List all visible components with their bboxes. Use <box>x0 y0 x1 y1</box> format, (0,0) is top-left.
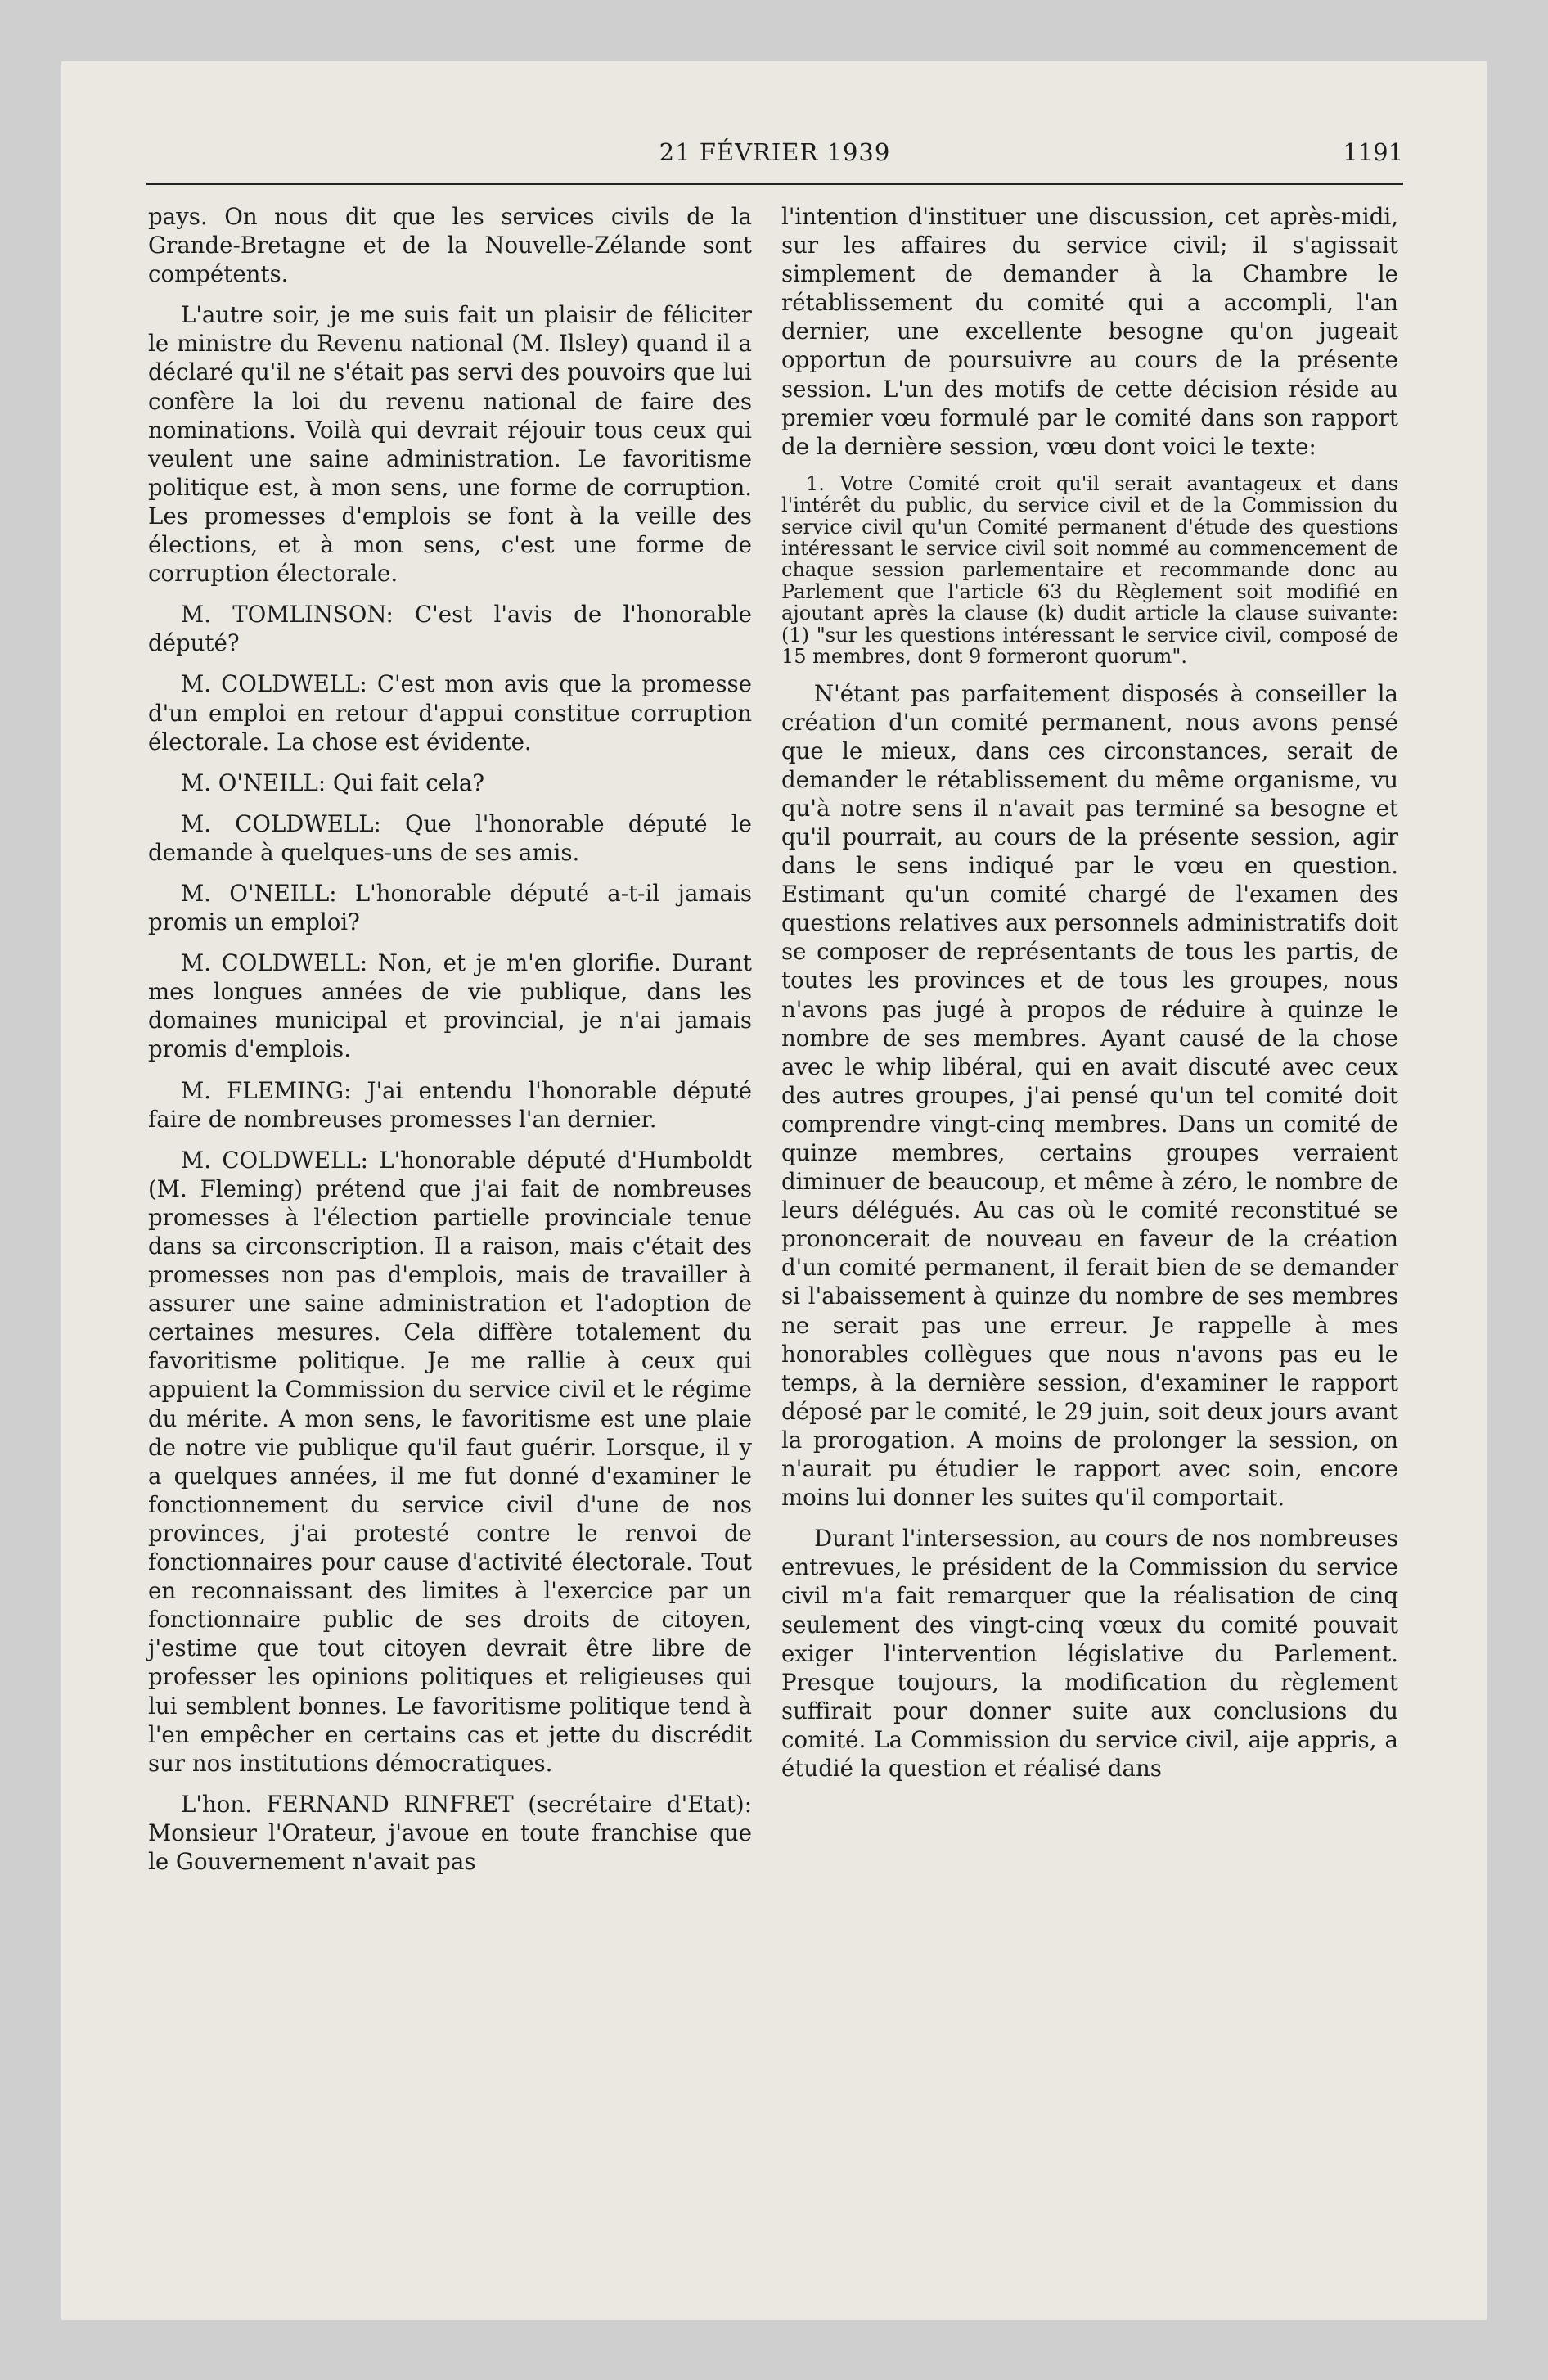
paragraph: M. COLDWELL: Non, et je m'en glorifie. Durant mes longues années de vie publique, dans les domaines municipal et provincial, je n'ai jamais promis d'emplois. <box>148 949 752 1063</box>
paragraph: pays. On nous dit que les services civils de la Grande-Bretagne et de la Nouvelle-Zélande sont compétents. <box>148 203 752 288</box>
page-number: 1191 <box>1343 138 1403 166</box>
left-column <box>148 202 752 1888</box>
paragraph: L'hon. FERNAND RINFRET (secrétaire d'Etat): Monsieur l'Orateur, j'avoue en toute franchise que le Gouvernement n'avait pas <box>148 1790 752 1875</box>
right-column <box>781 202 1398 1795</box>
committee-recommendation-quote: 1. Votre Comité croit qu'il serait avantageux et dans l'intérêt du public, du service civil et de la Commission du service civil qu'un Comité permanent d'étude des questions intéressant le service civil soit nommé au commencement de chaque session parlementaire et recommande donc au Parlement que l'article 63 du Règlement soit modifié en ajoutant après la clause (k) dudit article la clause suivante: (1) "sur les questions intéressant le service civil, composé de 15 membres, dont 9 formeront quorum". <box>781 471 1398 669</box>
paragraph: N'étant pas parfaitement disposés à conseiller la création d'un comité permanent, nous avons pensé que le mieux, dans ces circonstances, serait de demander le rétablissement du même organisme, vu qu'à notre sens il n'avait pas terminé sa besogne et qu'il pourrait, au cours de la présente session, agir dans le sens indiqué par le vœu en question. Estimant qu'un comité chargé de l'examen des questions relatives aux personnels administratifs doit se composer de représentants de tous les partis, de toutes les provinces et de tous les groupes, nous n'avons pas jugé à propos de réduire à quinze le nombre de ses membres. Ayant causé de la chose avec le whip libéral, qui en avait discuté avec ceux des autres groupes, j'ai pensé qu'un tel comité doit comprendre vingt-cinq membres. Dans un comité de quinze membres, certains groupes verraient diminuer de beaucoup, et même à zéro, le nombre de leurs délégués. Au cas où le comité reconstitué se prononcerait de nouveau en faveur de la création d'un comité permanent, il ferait bien de se demander si l'abaissement à quinze du nombre de ses membres ne serait pas une erreur. Je rappelle à mes honorables collègues que nous n'avons pas eu le temps, à la dernière session, d'examiner le rapport déposé par le comité, le 29 juin, soit deux jours avant la prorogation. A moins de prolonger la session, on n'aurait pu étudier le rapport avec soin, encore moins lui donner les suites qu'il comportait. <box>781 679 1398 1512</box>
document-page <box>61 61 1487 2320</box>
paragraph: M. O'NEILL: L'honorable député a-t-il jamais promis un emploi? <box>148 879 752 936</box>
paragraph: M. O'NEILL: Qui fait cela? <box>181 769 485 796</box>
paragraph: M. COLDWELL: L'honorable député d'Humboldt (M. Fleming) prétend que j'ai fait de nombreuses promesses à l'élection partielle provinciale tenue dans sa circonscription. Il a raison, mais c'était des promesses non pas d'emplois, mais de travailler à assurer une saine administration et l'adoption de certaines mesures. Cela diffère totalement du favoritisme politique. Je me rallie à ceux qui appuient la Commission du service civil et le régime du mérite. A mon sens, le favoritisme est une plaie de notre vie publique qu'il faut guérir. Lorsque, il y a quelques années, il me fut donné d'examiner le fonctionnement du service civil d'une de nos provinces, j'ai protesté contre le renvoi de fonctionnaires pour cause d'activité électorale. Tout en reconnaissant des limites à l'exercice par un fonctionnaire public de ses droits de citoyen, j'estime que tout citoyen devrait être libre de professer les opinions politiques et religieuses qui lui semblent bonnes. Le favoritisme politique tend à l'en empêcher en certains cas et jette du discrédit sur nos institutions démocratiques. <box>148 1146 752 1777</box>
paragraph: L'autre soir, je me suis fait un plaisir de féliciter le ministre du Revenu national (M. Ilsley) quand il a déclaré qu'il ne s'était pas servi des pouvoirs que lui confère la loi du revenu national de faire des nominations. Voilà qui devrait réjouir tous ceux qui veulent une saine administration. Le favoritisme politique est, à mon sens, une forme de corruption. Les promesses d'emplois se font à la veille des élections, et à mon sens, c'est une forme de corruption électorale. <box>148 301 752 588</box>
paragraph: M. COLDWELL: Que l'honorable député le demande à quelques-uns de ses amis. <box>148 809 752 866</box>
paragraph: M. FLEMING: J'ai entendu l'honorable député faire de nombreuses promesses l'an dernier. <box>148 1076 752 1133</box>
header-date: 21 FÉVRIER 1939 <box>659 138 891 166</box>
paragraph: M. TOMLINSON: C'est l'avis de l'honorable député? <box>148 601 752 657</box>
paragraph: Durant l'intersession, au cours de nos nombreuses entrevues, le président de la Commission du service civil m'a fait remarquer que la réalisation de cinq seulement des vingt-cinq vœux du comité pouvait exiger l'intervention législative du Parlement. Presque toujours, la modification du règlement suffirait pour donner suite aux conclusions du comité. La Commission du service civil, aije appris, a étudié la question et réalisé dans <box>781 1525 1398 1782</box>
page-header <box>146 133 1403 185</box>
paragraph: l'intention d'instituer une discussion, cet après-midi, sur les affaires du service civil; il s'agissait simplement de demander à la Chambre le rétablissement du comité qui a accompli, l'an dernier, une excellente besogne qu'on jugeait opportun de poursuivre au cours de la présente session. L'un des motifs de cette décision réside au premier vœu formulé par le comité dans son rapport de la dernière session, vœu dont voici le texte: <box>781 203 1398 460</box>
paragraph: M. COLDWELL: C'est mon avis que la promesse d'un emploi en retour d'appui constitue corruption électorale. La chose est évidente. <box>148 670 752 755</box>
